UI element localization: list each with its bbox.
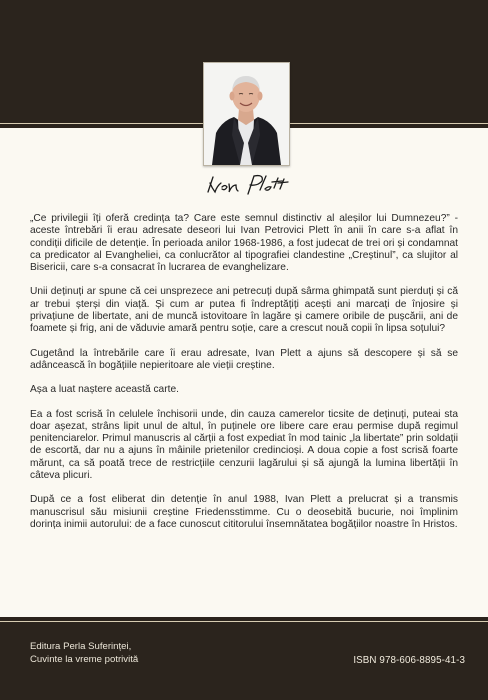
paragraph: Cugetând la întrebările care îi erau adresate, Ivan Plett a ajuns să descopere și să se adâncească în bogățiile nepieritoare ale vieții creștine.	[30, 347, 458, 371]
author-signature	[198, 170, 294, 198]
author-photo	[203, 62, 290, 166]
paragraph: „Ce privilegii îți oferă credința ta? Care este semnul distinctiv al aleșilor lui Dumnezeu?” - aceste întrebări îi erau adresate deseori lui Ivan Petrovici Plett în anii în care s-a aflat în condiții dificile de detenție. În perioada anilor 1968-1986, a fost judecat de trei ori și condamnat ca predicator al Evangheliei, ca conlucrător al tipografiei clandestine „Creștinul”, ca slujitor al Bisericii, care s-a consacrat în lucrarea de evanghelizare.	[30, 213, 458, 274]
publisher-series: Cuvinte la vreme potrivită	[30, 654, 139, 665]
paragraph: După ce a fost eliberat din detenție în anul 1988, Ivan Plett a prelucrat și a transmis manuscrisul său misiunii creștine Friedensstimme. Cu o deosebită bucurie, noi împlinim dorința inimii autorului: de a face cunoscut cititorului însemnătatea bogățiilor noastre în Hristos.	[30, 494, 458, 530]
author-portrait-image	[204, 63, 289, 165]
publisher-name: Editura Perla Suferinței,	[30, 641, 132, 652]
isbn-number: ISBN 978-606-8895-41-3	[353, 655, 465, 666]
paragraph: Ea a fost scrisă în celulele închisorii unde, din cauza camerelor ticsite de deținuți, puteai sta doar așezat, strâns lipit unul de altul, în puținele ore libere care erau permise după regimul penitenciarelor. Primul manuscris al cărții a fost expediat în mod tainic „la libertate” prin soldații de escortă, dar nu a ajuns în mâinile prietenilor credincioși. A doua copie a fost scrisă foarte mărunt, ca să poată trece de restricțiile cenzurii lagărului și să ajungă la lumina libertății în câteva plicuri.	[30, 408, 458, 482]
publisher-info	[30, 640, 138, 666]
paragraph: Unii deținuți ar spune că cei unsprezece ani petrecuți după sârma ghimpată sunt pierduți și că ar trebui șterși din viață. Și cum ar putea fi îndreptățiți acești ani marcați de înjosire și privațiune de libertate, ani de muncă istovitoare în lagăre și camere oribile de pușcării, ani de foamete și frig, ani de văduvie amară pentru soție, care a crescut nouă copii în lipsa soțului?	[30, 286, 458, 335]
paragraph: Așa a luat naștere această carte.	[30, 384, 179, 396]
back-cover-text	[30, 213, 458, 543]
